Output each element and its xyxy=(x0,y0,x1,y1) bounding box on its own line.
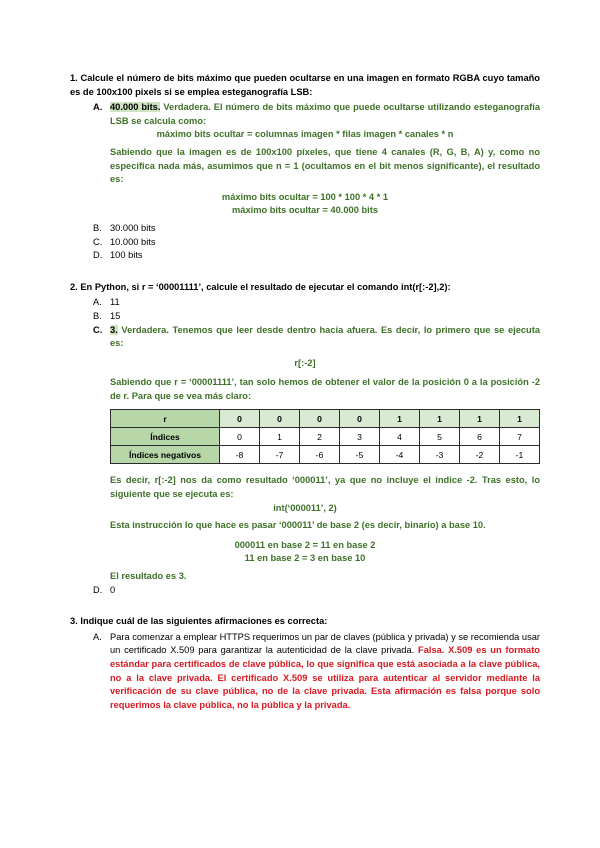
question-2 xyxy=(70,281,540,598)
question-3-option-a-letter: A. xyxy=(93,631,102,642)
question-3-prompt-text: Indique cuál de las siguientes afirmaciones es correcta: xyxy=(80,616,328,627)
table-cell: -1 xyxy=(500,446,540,464)
question-1-formula-3: máximo bits ocultar = 40.000 bits xyxy=(232,205,378,216)
question-1-option-a-detail xyxy=(93,146,540,187)
table-row-negative-indices xyxy=(111,446,540,464)
question-1-option-d-letter: D. xyxy=(93,250,103,261)
index-table xyxy=(110,409,540,464)
question-2-option-a[interactable] xyxy=(93,296,540,310)
question-3-prompt xyxy=(70,615,540,629)
question-1 xyxy=(70,72,540,263)
question-1-option-d[interactable] xyxy=(93,249,540,263)
question-3-option-a-statement: Para comenzar a emplear HTTPS requerimos un par de claves (pública y privada) y se recomienda usar un certificado X.509 para garantizar la autenticidad de la clave privada. xyxy=(110,631,540,656)
table-cell: 6 xyxy=(460,428,500,446)
question-1-option-b-letter: B. xyxy=(93,222,102,233)
question-2-option-c-letter: C. xyxy=(93,324,103,335)
index-table-wrapper xyxy=(110,409,536,464)
table-cell: 0 xyxy=(260,410,300,428)
question-3-option-a[interactable] xyxy=(93,631,540,713)
question-2-option-c-explanation-4: Esta instrucción lo que hace es pasar ‘000011’ de base 2 (es decir, binario) a base 10. xyxy=(110,520,486,531)
question-2-option-d-letter: D. xyxy=(93,584,103,595)
question-2-option-c-detail-2 xyxy=(93,474,540,501)
table-cell: 4 xyxy=(380,428,420,446)
question-1-option-a-explanation-1: Verdadera. El número de bits máximo que puede ocultarse utilizando esteganografía LSB se calcula como: xyxy=(110,102,540,126)
question-1-number: 1. xyxy=(70,73,78,83)
table-cell: 0 xyxy=(220,410,260,428)
question-2-option-d[interactable] xyxy=(93,584,540,598)
question-2-option-b-text: 15 xyxy=(110,310,121,321)
table-cell: 3 xyxy=(340,428,380,446)
question-1-option-a[interactable] xyxy=(93,101,540,128)
question-2-option-c-answer: 3. xyxy=(110,324,118,335)
question-1-option-c[interactable] xyxy=(93,236,540,250)
table-cell: -7 xyxy=(260,446,300,464)
question-1-option-a-letter: A. xyxy=(93,102,103,113)
table-cell: -3 xyxy=(420,446,460,464)
question-2-option-c[interactable] xyxy=(93,324,540,351)
question-3 xyxy=(70,615,540,712)
question-2-formula-3: 000011 en base 2 = 11 en base 2 xyxy=(234,539,376,550)
question-2-prompt-text: En Python, si r = ‘00001111’, calcule el resultado de ejecutar el comando int(r[:-2],2): xyxy=(80,281,451,292)
question-2-option-c-explanation-1: Verdadera. Tenemos que leer desde dentro hacia afuera. Es decir, lo primero que se ejecuta es: xyxy=(110,324,540,349)
table-cell: 7 xyxy=(500,428,540,446)
question-1-option-d-text: 100 bits xyxy=(110,250,143,261)
table-cell: 2 xyxy=(300,428,340,446)
question-2-formula-2: int(‘000011’, 2) xyxy=(273,502,337,513)
question-2-option-b-letter: B. xyxy=(93,310,102,321)
question-2-option-c-conclusion: El resultado es 3. xyxy=(110,571,187,582)
question-2-option-a-letter: A. xyxy=(93,297,102,308)
table-cell: 1 xyxy=(260,428,300,446)
question-3-number: 3. xyxy=(70,616,78,627)
table-cell: -6 xyxy=(300,446,340,464)
table-row-label: Índices xyxy=(111,428,220,446)
table-cell: 1 xyxy=(420,410,460,428)
question-2-option-c-detail-1 xyxy=(93,376,540,403)
question-1-prompt xyxy=(70,72,540,99)
question-2-prompt xyxy=(70,281,540,295)
question-1-formula-1: máximo bits ocultar = columnas imagen * filas imagen * canales * n xyxy=(156,129,454,140)
table-row-indices xyxy=(111,428,540,446)
question-2-option-b[interactable] xyxy=(93,310,540,324)
table-row-label: r xyxy=(111,410,220,428)
question-1-option-b-text: 30.000 bits xyxy=(110,222,156,233)
question-1-option-a-explanation-2: Sabiendo que la imagen es de 100x100 píxeles, que tiene 4 canales (R, G, B, A) y, como no especifica nada más, asumimos que n = 1 (ocultamos en el bit menos significante), el resultado es: xyxy=(110,146,540,185)
table-row-r xyxy=(111,410,540,428)
question-2-option-c-detail-3 xyxy=(93,519,540,533)
question-2-formula-1: r[:-2] xyxy=(294,357,316,368)
question-1-formula-2: máximo bits ocultar = 100 * 100 * 4 * 1 xyxy=(221,191,389,202)
table-cell: 1 xyxy=(460,410,500,428)
question-2-option-c-conclusion-row xyxy=(93,570,540,584)
table-cell: -8 xyxy=(220,446,260,464)
table-cell: 5 xyxy=(420,428,460,446)
question-1-option-b[interactable] xyxy=(93,222,540,236)
table-cell: 1 xyxy=(380,410,420,428)
question-3-option-a-verdict: Falsa. X.509 es un formato estándar para certificados de clave pública, lo que significa que está asociada a la clave pública, no a la clave privada. El certificado X.509 se utiliza para autenticar al servidor mediante la verificación de su clave pública, no de la clave privada. Esta afirmación es falsa porque solo requerimos la clave pública, no la pública y la privada. xyxy=(110,645,540,710)
table-cell: -4 xyxy=(380,446,420,464)
table-cell: -2 xyxy=(460,446,500,464)
table-cell: 0 xyxy=(340,410,380,428)
table-cell: 0 xyxy=(220,428,260,446)
table-cell: 1 xyxy=(500,410,540,428)
question-2-option-c-explanation-2: Sabiendo que r = ‘00001111’, tan solo hemos de obtener el valor de la posición 0 a la posición -2 de r. Para que se vea más claro: xyxy=(110,377,540,401)
question-1-option-c-text: 10.000 bits xyxy=(110,236,156,247)
question-2-number: 2. xyxy=(70,281,78,292)
question-1-option-c-letter: C. xyxy=(93,236,103,247)
question-1-option-a-answer: 40.000 bits. xyxy=(110,102,161,113)
table-cell: 0 xyxy=(300,410,340,428)
table-row-label: Índices negativos xyxy=(111,446,220,464)
question-2-option-d-text: 0 xyxy=(110,584,116,595)
question-2-formula-4: 11 en base 2 = 3 en base 10 xyxy=(244,553,366,564)
question-2-option-c-explanation-3: Es decir, r[:-2] nos da como resultado ‘000011’, ya que no incluye el índice -2. Tras esto, lo siguiente que se ejecuta es: xyxy=(110,475,540,500)
table-cell: -5 xyxy=(340,446,380,464)
question-2-option-a-text: 11 xyxy=(110,297,120,308)
question-1-prompt-text: Calcule el número de bits máximo que pueden ocultarse en una imagen en formato RGBA cuyo tamaño es de 100x100 pixels si se emplea esteganografía LSB: xyxy=(70,73,540,97)
